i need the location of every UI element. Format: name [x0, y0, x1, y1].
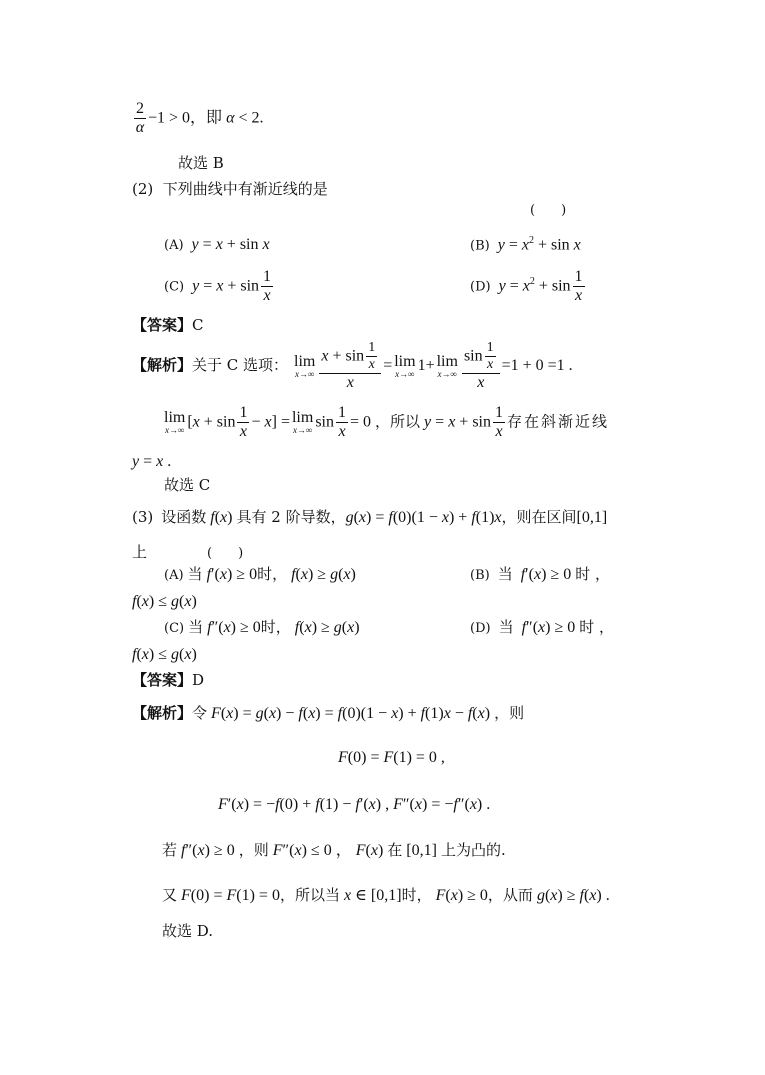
q3-option-d: (D) 当 f″(x) ≥ 0 时 ， [470, 618, 615, 636]
q3-option-b: (B) 当 f′(x) ≥ 0 时 ， [470, 565, 610, 583]
q2-answer: 【答案】C [132, 316, 204, 334]
q3-answer: 【答案】D [132, 671, 205, 689]
q2-analysis-line2: lim x→∞ [x + sin $\frac{1}{x}$ − x] = lim x→∞ sin $\frac{1}{x}$ = 0 ，所以 y = x + sin $\frac{1}{x}$ 存在斜渐近线 [164, 404, 610, 441]
q3-option-a: (A) 当 f′(x) ≥ 0时， f(x) ≥ g(x) [164, 565, 356, 583]
q2-option-c: (C) y = x + sin $\frac{1}{x}$ [164, 268, 272, 305]
q3-equation-1: F(0) = F(1) = 0 , [338, 749, 445, 766]
q2-option-b: (B) $y = x^2 + \sin x$ [470, 235, 581, 254]
q3-choose: 故选 D. [162, 922, 214, 940]
q2-paren: ( ) [530, 203, 567, 218]
q3-if-line: 若 f″(x) ≥ 0 ，则 F″(x) ≤ 0 ， F(x) 在 [0,1] 上为凸的. [162, 841, 506, 859]
q3-option-b-cont: f(x) ≤ g(x) [132, 593, 197, 610]
q2-choose: 故选 C [164, 476, 211, 494]
q3-analysis-line1: 【解析】令 F(x) = g(x) − f(x) = f(0)(1 − x) + f(1)x − f(x) ，则 [132, 704, 525, 722]
q2-option-a: (A) y = x + sin x [164, 236, 270, 253]
q2-analysis-line3: y = x . [132, 453, 172, 470]
q2-option-d: (D) $y = x^2 + \sin$ $\frac{1}{x}$ [470, 268, 583, 305]
q2-analysis-line1: 【解析】关于 C 选项： lim x→∞ x + sin $\frac{1}{x}$ x = lim x→∞ 1+ lim x→∞ sin $\frac{1}{x}$ x =1 + 0 =1 . [132, 340, 573, 392]
top-inequality-line: $\frac{2}{\alpha}$ −1 > 0，即 α < 2. [135, 100, 264, 137]
q3-option-d-cont: f(x) ≤ g(x) [132, 646, 197, 663]
q3-also-line: 又 F(0) = F(1) = 0，所以当 x ∈ [0,1]时， F(x) ≥ 0，从而 g(x) ≥ f(x) . [162, 886, 610, 904]
top-line-tail: ，即 [190, 109, 223, 127]
q2-stem: (2) 下列曲线中有渐近线的是 [132, 180, 328, 198]
q3-option-c: (C) 当 f″(x) ≥ 0时， f(x) ≥ g(x) [164, 618, 360, 636]
q3-stem: (3) 设函数 f(x) 具有 2 阶导数，g(x) = f(0)(1 − x) + f(1)x，则在区间[0,1] [132, 508, 608, 526]
q3-stem-cont: 上 ( ) [132, 543, 244, 561]
choose-b-text: 故选 B [178, 154, 224, 172]
q3-equation-2: F′(x) = −f(0) + f(1) − f′(x) , F″(x) = −f″(x) . [218, 796, 491, 813]
